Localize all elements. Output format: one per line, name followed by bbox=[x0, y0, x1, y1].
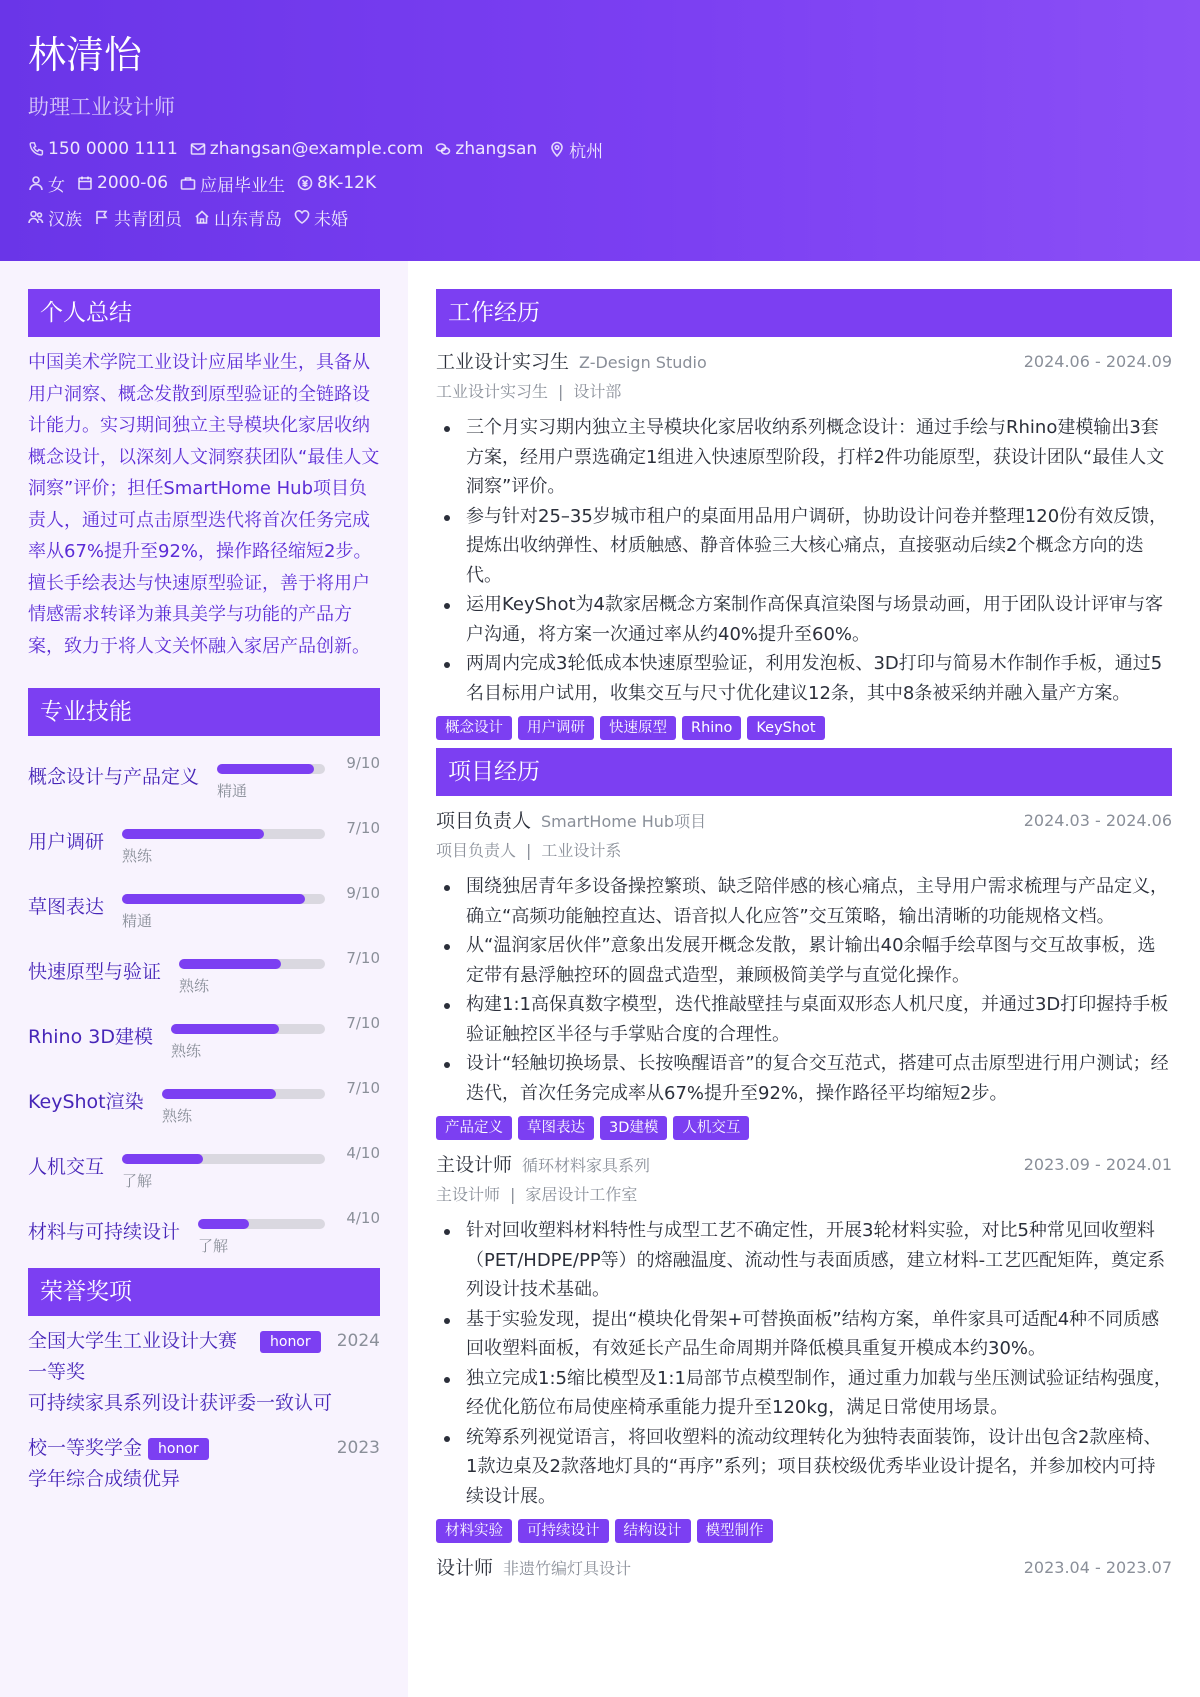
left-column bbox=[0, 261, 408, 1697]
entry-subtitle bbox=[436, 836, 1172, 866]
skill-progress-fill bbox=[198, 1219, 249, 1229]
skill-score: 7/10 bbox=[346, 1079, 380, 1097]
info-text: zhangsan@example.com bbox=[209, 139, 424, 159]
bullet-list bbox=[436, 1216, 1172, 1511]
entry-date: 2023.09 - 2024.01 bbox=[1023, 1155, 1172, 1174]
info-text: 150 0000 1111 bbox=[48, 139, 178, 159]
info-item bbox=[94, 205, 182, 230]
skill-progress-bar bbox=[122, 894, 325, 904]
info-row bbox=[28, 166, 1172, 200]
summary-text: 中国美术学院工业设计应届毕业生，具备从用户洞察、概念发散到原型验证的全链路设计能力。实习期间独立主导模块化家居收纳概念设计，以深刻人文洞察获团队“最佳人文洞察”评价；担任SmartHome Hub项目负责人，通过可点击原型迭代将首次任务完成率从67%提升至92%，操作路径缩短2步。擅长手绘表达与快速原型验证，善于将用户情感需求转译为兼具美学与功能的产品方案，致力于将人文关怀融入家居产品创新。 bbox=[28, 352, 380, 657]
entry-role: 设计师 bbox=[436, 1557, 494, 1579]
candidate-name: 林清怡 bbox=[28, 33, 143, 77]
award-year: 2024 bbox=[336, 1331, 380, 1351]
skill-name: 概念设计与产品定义 bbox=[28, 766, 200, 788]
tag-list bbox=[436, 1519, 1172, 1543]
award-title: 校一等奖学金 bbox=[28, 1437, 143, 1459]
bullet-item: 统筹系列视觉语言，将回收塑料的流动纹理转化为独特表面装饰，设计出包含2款座椅、1款边桌及2款落地灯具的“再序”系列；项目获校级优秀毕业设计提名，并参加校内可持续设计展。 bbox=[436, 1423, 1172, 1512]
skill-tag: 草图表达 bbox=[518, 1116, 594, 1140]
skill-row bbox=[28, 736, 380, 801]
work-list bbox=[436, 347, 1172, 740]
skill-level: 熟练 bbox=[122, 847, 153, 865]
info-text: 共青团员 bbox=[114, 209, 182, 230]
skill-row bbox=[28, 1061, 380, 1126]
info-item bbox=[297, 173, 376, 193]
entry-department: 设计部 bbox=[573, 382, 622, 401]
skill-level: 熟练 bbox=[162, 1107, 193, 1125]
skill-progress-bar bbox=[122, 829, 325, 839]
skill-tag: 材料实验 bbox=[436, 1519, 512, 1543]
info-text: 8K-12K bbox=[317, 173, 377, 193]
entry-role: 主设计师 bbox=[436, 1154, 513, 1176]
contact-info bbox=[28, 132, 1172, 234]
project-entry bbox=[436, 1553, 1172, 1583]
separator: | bbox=[558, 382, 564, 401]
skill-level: 精通 bbox=[122, 912, 153, 930]
info-item bbox=[180, 171, 285, 196]
salary-icon bbox=[297, 175, 313, 191]
group-icon bbox=[28, 209, 44, 225]
info-item bbox=[549, 137, 603, 162]
mail-icon bbox=[190, 141, 206, 157]
info-row bbox=[28, 200, 1172, 234]
entry-organization: Z-Design Studio bbox=[579, 353, 707, 372]
skill-row bbox=[28, 801, 380, 866]
resume-header bbox=[0, 0, 1200, 261]
skill-row bbox=[28, 931, 380, 996]
entry-department: 工业设计系 bbox=[541, 841, 622, 860]
info-item bbox=[28, 171, 65, 196]
entry-position: 项目负责人 bbox=[436, 841, 517, 860]
info-item bbox=[435, 139, 537, 159]
skill-row bbox=[28, 1191, 380, 1256]
info-item bbox=[28, 139, 178, 159]
skill-progress-bar bbox=[171, 1024, 325, 1034]
summary-section-title: 个人总结 bbox=[28, 289, 380, 337]
separator: | bbox=[510, 1185, 516, 1204]
skill-progress-fill bbox=[162, 1089, 276, 1099]
award-item bbox=[28, 1433, 380, 1495]
skill-name: 快速原型与验证 bbox=[28, 961, 162, 983]
skill-score: 9/10 bbox=[346, 754, 380, 772]
award-year: 2023 bbox=[336, 1438, 380, 1458]
bullet-item: 独立完成1:5缩比模型及1:1局部节点模型制作，通过重力加载与坐压测试验证结构强度，经优化筋位布局使座椅承重能力提升至120kg，满足日常使用场景。 bbox=[436, 1364, 1172, 1423]
phone-icon bbox=[28, 141, 44, 157]
calendar-icon bbox=[77, 175, 93, 191]
skill-score: 9/10 bbox=[346, 884, 380, 902]
skill-score: 7/10 bbox=[346, 819, 380, 837]
skill-progress-fill bbox=[217, 764, 314, 774]
bullet-item: 围绕独居青年多设备操控繁琐、缺乏陪伴感的核心痛点，主导用户需求梳理与产品定义，确立“高频功能触控直达、语音拟人化应答”交互策略，输出清晰的功能规格文档。 bbox=[436, 872, 1172, 931]
location-icon bbox=[549, 141, 565, 157]
skill-name: 用户调研 bbox=[28, 831, 105, 853]
skill-score: 7/10 bbox=[346, 949, 380, 967]
entry-subtitle bbox=[436, 1180, 1172, 1210]
briefcase-icon bbox=[180, 175, 196, 191]
work-section-title: 工作经历 bbox=[436, 289, 1172, 337]
skill-level: 了解 bbox=[122, 1172, 153, 1190]
info-text: 2000-06 bbox=[97, 173, 169, 193]
skill-tag: 人机交互 bbox=[673, 1116, 749, 1140]
bullet-list bbox=[436, 872, 1172, 1108]
bullet-item: 基于实验发现，提出“模块化骨架+可替换面板”结构方案，单件家具可适配4种不同质感回收塑料面板，有效延长产品生命周期并降低模具重复开模成本约30%。 bbox=[436, 1305, 1172, 1364]
skill-tag: 概念设计 bbox=[436, 716, 512, 740]
skill-progress-fill bbox=[122, 1154, 203, 1164]
award-description: 可持续家具系列设计获评委一致认可 bbox=[28, 1392, 333, 1414]
skill-name: 材料与可持续设计 bbox=[28, 1221, 181, 1243]
skill-name: KeyShot渲染 bbox=[28, 1091, 144, 1113]
entry-organization: 循环材料家具系列 bbox=[522, 1156, 651, 1175]
skill-progress-bar bbox=[162, 1089, 325, 1099]
award-item bbox=[28, 1326, 380, 1419]
skill-progress-fill bbox=[179, 959, 281, 969]
wechat-icon bbox=[435, 141, 451, 157]
skill-progress-bar bbox=[198, 1219, 325, 1229]
tag-list bbox=[436, 716, 1172, 740]
skill-progress-bar bbox=[122, 1154, 325, 1164]
info-item bbox=[77, 173, 168, 193]
skills-section-title: 专业技能 bbox=[28, 688, 380, 736]
bullet-item: 两周内完成3轮低成本快速原型验证，利用发泡板、3D打印与简易木作制作手板，通过5名目标用户试用，收集交互与尺寸优化建议12条，其中8条被采纳并融入量产方案。 bbox=[436, 649, 1172, 708]
info-text: 山东青岛 bbox=[214, 209, 282, 230]
skill-name: Rhino 3D建模 bbox=[28, 1026, 153, 1048]
award-title: 全国大学生工业设计大赛一等奖 bbox=[28, 1330, 238, 1383]
skill-progress-bar bbox=[217, 764, 325, 774]
awards-list bbox=[28, 1326, 380, 1495]
tag-list bbox=[436, 1116, 1172, 1140]
skill-tag: 快速原型 bbox=[600, 716, 676, 740]
skill-score: 4/10 bbox=[346, 1144, 380, 1162]
separator: | bbox=[526, 841, 532, 860]
skill-tag: 可持续设计 bbox=[518, 1519, 609, 1543]
honor-badge: honor bbox=[148, 1438, 209, 1460]
skill-level: 熟练 bbox=[171, 1042, 202, 1060]
project-entry bbox=[436, 1150, 1172, 1543]
entry-department: 家居设计工作室 bbox=[525, 1185, 638, 1204]
skill-level: 熟练 bbox=[179, 977, 210, 995]
entry-header bbox=[436, 806, 1172, 836]
info-text: 未婚 bbox=[314, 209, 348, 230]
skill-progress-fill bbox=[122, 894, 305, 904]
award-description: 学年综合成绩优异 bbox=[28, 1468, 181, 1490]
entry-date: 2024.03 - 2024.06 bbox=[1023, 811, 1172, 830]
entry-header bbox=[436, 1150, 1172, 1180]
bullet-item: 三个月实习期内独立主导模块化家居收纳系列概念设计：通过手绘与Rhino建模输出3套方案，经用户票选确定1组进入快速原型阶段，打样2件功能原型，获设计团队“最佳人文洞察”评价。 bbox=[436, 413, 1172, 502]
entry-organization: 非遗竹编灯具设计 bbox=[503, 1559, 632, 1578]
entry-date: 2024.06 - 2024.09 bbox=[1023, 352, 1172, 371]
bullet-item: 从“温润家居伙伴”意象出发展开概念发散，累计输出40余幅手绘草图与交互故事板，选定带有悬浮触控环的圆盘式造型，兼顾极简美学与直觉化操作。 bbox=[436, 931, 1172, 990]
entry-header bbox=[436, 1553, 1172, 1583]
skill-tag: 产品定义 bbox=[436, 1116, 512, 1140]
bullet-item: 构建1:1高保真数字模型，迭代推敲壁挂与桌面双形态人机尺度，并通过3D打印握持手板验证触控区半径与手掌贴合度的合理性。 bbox=[436, 990, 1172, 1049]
home-icon bbox=[194, 209, 210, 225]
skill-name: 人机交互 bbox=[28, 1156, 105, 1178]
entry-organization: SmartHome Hub项目 bbox=[541, 812, 707, 831]
info-text: 应届毕业生 bbox=[200, 175, 286, 196]
skill-progress-fill bbox=[122, 829, 264, 839]
projects-list bbox=[436, 806, 1172, 1583]
skill-row bbox=[28, 996, 380, 1061]
bullet-item: 设计“轻触切换场景、长按唤醒语音”的复合交互范式，搭建可点击原型进行用户测试；经迭代，首次任务完成率从67%提升至92%，操作路径平均缩短2步。 bbox=[436, 1049, 1172, 1108]
user-icon bbox=[28, 175, 44, 191]
bullet-item: 针对回收塑料材料特性与成型工艺不确定性，开展3轮材料实验，对比5种常见回收塑料（PET/HDPE/PP等）的熔融温度、流动性与表面质感，建立材料-工艺匹配矩阵，奠定系列设计技术基础。 bbox=[436, 1216, 1172, 1305]
skill-name: 草图表达 bbox=[28, 896, 105, 918]
skill-tag: 3D建模 bbox=[600, 1116, 667, 1140]
info-text: 女 bbox=[48, 175, 65, 196]
bullet-list bbox=[436, 413, 1172, 708]
skill-tag: KeyShot bbox=[747, 716, 824, 740]
info-item bbox=[28, 205, 82, 230]
info-item bbox=[194, 205, 282, 230]
skill-progress-fill bbox=[171, 1024, 279, 1034]
info-row bbox=[28, 132, 1172, 166]
skill-score: 4/10 bbox=[346, 1209, 380, 1227]
flag-icon bbox=[94, 209, 110, 225]
entry-position: 主设计师 bbox=[436, 1185, 501, 1204]
skill-tag: Rhino bbox=[682, 716, 741, 740]
entry-role: 项目负责人 bbox=[436, 810, 532, 832]
right-column bbox=[408, 261, 1200, 1697]
skill-tag: 模型制作 bbox=[697, 1519, 773, 1543]
awards-section-title: 荣誉奖项 bbox=[28, 1268, 380, 1316]
entry-date: 2023.04 - 2023.07 bbox=[1023, 1558, 1172, 1577]
entry-header bbox=[436, 347, 1172, 377]
skill-tag: 结构设计 bbox=[615, 1519, 691, 1543]
honor-badge: honor bbox=[260, 1331, 321, 1353]
info-item bbox=[294, 205, 348, 230]
skill-level: 精通 bbox=[217, 782, 248, 800]
info-text: 汉族 bbox=[48, 209, 82, 230]
bullet-item: 运用KeyShot为4款家居概念方案制作高保真渲染图与场景动画，用于团队设计评审与客户沟通，将方案一次通过率从约40%提升至60%。 bbox=[436, 590, 1172, 649]
project-entry bbox=[436, 806, 1172, 1140]
bullet-item: 参与针对25–35岁城市租户的桌面用品用户调研，协助设计问卷并整理120份有效反馈，提炼出收纳弹性、材质触感、静音体验三大核心痛点，直接驱动后续2个概念方向的迭代。 bbox=[436, 502, 1172, 591]
info-text: 杭州 bbox=[569, 141, 604, 162]
skill-row bbox=[28, 866, 380, 931]
heart-icon bbox=[294, 209, 310, 225]
skill-level: 了解 bbox=[198, 1237, 229, 1255]
entry-role: 工业设计实习生 bbox=[436, 351, 570, 373]
skill-progress-bar bbox=[179, 959, 325, 969]
skill-score: 7/10 bbox=[346, 1014, 380, 1032]
projects-section-title: 项目经历 bbox=[436, 748, 1172, 796]
skills-list bbox=[28, 736, 380, 1256]
work-entry bbox=[436, 347, 1172, 740]
info-text: zhangsan bbox=[455, 139, 538, 159]
skill-tag: 用户调研 bbox=[518, 716, 594, 740]
skill-row bbox=[28, 1126, 380, 1191]
entry-position: 工业设计实习生 bbox=[436, 382, 549, 401]
info-item bbox=[190, 139, 424, 159]
job-title: 助理工业设计师 bbox=[28, 95, 175, 119]
entry-subtitle bbox=[436, 377, 1172, 407]
